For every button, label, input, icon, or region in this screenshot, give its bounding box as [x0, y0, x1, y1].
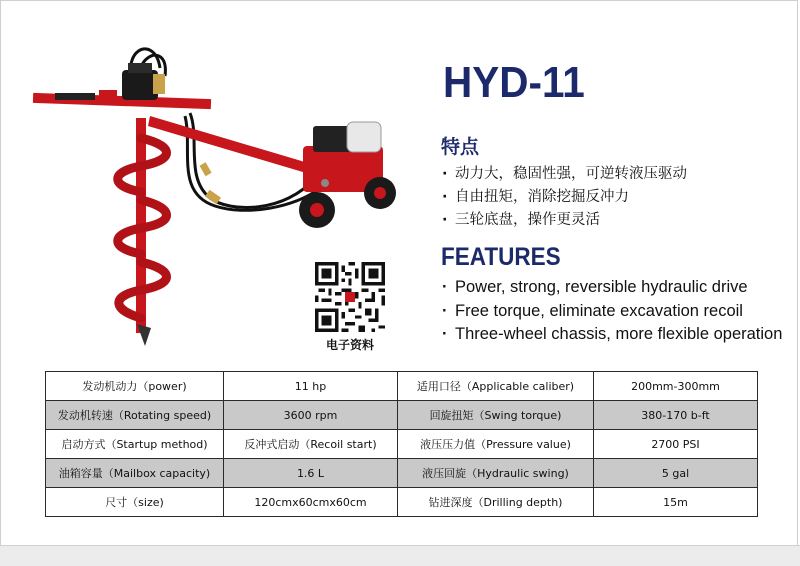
list-item: · Free torque, eliminate excavation recoil: [441, 300, 782, 324]
spec-table: [45, 371, 758, 517]
list-item: · 三轮底盘，操作更灵活: [441, 209, 687, 232]
spec-value: 反冲式启动（Recoil start): [224, 430, 398, 459]
spec-label: 适用口径（Applicable caliber): [398, 372, 594, 401]
spec-label: 钻进深度（Drilling depth): [398, 488, 594, 517]
features-en-heading: FEATURES: [441, 243, 561, 271]
bottom-strip: [0, 545, 800, 566]
product-model-title: HYD-11: [443, 58, 585, 107]
qr-code-block: [312, 262, 388, 353]
spec-label: 液压回旋（Hydraulic swing): [398, 459, 594, 488]
table-row: [46, 488, 758, 517]
spec-label: 启动方式（Startup method): [46, 430, 224, 459]
qr-code-icon[interactable]: [315, 262, 385, 332]
spec-value: 3600 rpm: [224, 401, 398, 430]
spec-label: 尺寸（size): [46, 488, 224, 517]
spec-label: 液压压力值（Pressure value): [398, 430, 594, 459]
table-row: [46, 430, 758, 459]
spec-label: 发动机动力（power): [46, 372, 224, 401]
spec-label: 回旋扭矩（Swing torque): [398, 401, 594, 430]
spec-value: 1.6 L: [224, 459, 398, 488]
spec-value: 15m: [594, 488, 758, 517]
spec-label: 油箱容量（Mailbox capacity): [46, 459, 224, 488]
spec-value: 11 hp: [224, 372, 398, 401]
spec-value: 5 gal: [594, 459, 758, 488]
list-item: · Three-wheel chassis, more flexible operation: [441, 323, 782, 347]
table-row: [46, 372, 758, 401]
features-en-list: [441, 276, 782, 347]
list-item: · 自由扭矩，消除挖掘反冲力: [441, 186, 687, 209]
spec-value: 2700 PSI: [594, 430, 758, 459]
table-row: [46, 401, 758, 430]
qr-caption: 电子资料: [325, 338, 374, 352]
list-item: · Power, strong, reversible hydraulic drive: [441, 276, 782, 300]
spec-value: 120cmx60cmx60cm: [224, 488, 398, 517]
list-item: · 动力大，稳固性强，可逆转液压驱动: [441, 163, 687, 186]
spec-value: 380-170 b-ft: [594, 401, 758, 430]
spec-label: 发动机转速（Rotating speed): [46, 401, 224, 430]
table-row: [46, 459, 758, 488]
features-cn-heading: 特点: [441, 136, 480, 158]
features-cn-list: [441, 163, 687, 232]
spec-value: 200mm-300mm: [594, 372, 758, 401]
